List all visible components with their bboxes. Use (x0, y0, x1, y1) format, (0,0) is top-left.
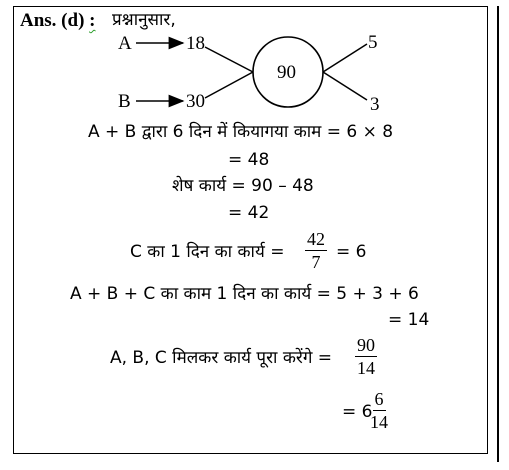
fraction-numerator: 42 (307, 229, 325, 249)
value-18: 18 (186, 33, 205, 54)
line-equals-48: = 48 (228, 150, 270, 170)
line-c-one-day-label: C का 1 दिन का कार्य = (130, 242, 285, 262)
intro-text: प्रश्नानुसार, (112, 10, 176, 30)
line-c-result: = 6 (336, 242, 367, 262)
fraction-numerator: 6 (374, 389, 384, 409)
line-18-to-center (205, 47, 253, 72)
fraction-denominator: 14 (357, 357, 375, 378)
line-equals-14: = 14 (388, 310, 430, 330)
fraction-6-over-14 (370, 390, 388, 432)
value-3: 3 (370, 94, 380, 115)
label-b: B (118, 91, 131, 112)
line-abc-complete: A, B, C मिलकर कार्य पूरा करेंगे = (110, 348, 333, 368)
center-value: 90 (277, 62, 296, 83)
line-work-6-days: A + B द्वारा 6 दिन में कियागया काम = 6 × 8 (88, 122, 394, 142)
value-5: 5 (368, 32, 378, 53)
answer-option: Ans. (d) (20, 10, 85, 31)
fraction-90-over-14 (355, 336, 377, 378)
line-final-whole: = 6 (342, 402, 373, 422)
fraction-numerator: 90 (357, 335, 375, 355)
line-equals-42: = 42 (228, 203, 270, 223)
line-center-to-3 (323, 72, 367, 100)
fraction-denominator: 7 (311, 251, 321, 272)
line-remaining-work: शेष कार्य = 90 – 48 (172, 176, 314, 196)
label-a: A (118, 33, 132, 54)
fraction-42-over-7 (305, 230, 327, 272)
answer-colon: : (89, 10, 96, 31)
line-abc-one-day: A + B + C का काम 1 दिन का कार्य = 5 + 3 + 6 (70, 284, 419, 304)
line-center-to-5 (323, 44, 367, 72)
value-30: 30 (186, 91, 205, 112)
line-30-to-center (205, 72, 253, 98)
fraction-denominator: 14 (370, 411, 388, 432)
